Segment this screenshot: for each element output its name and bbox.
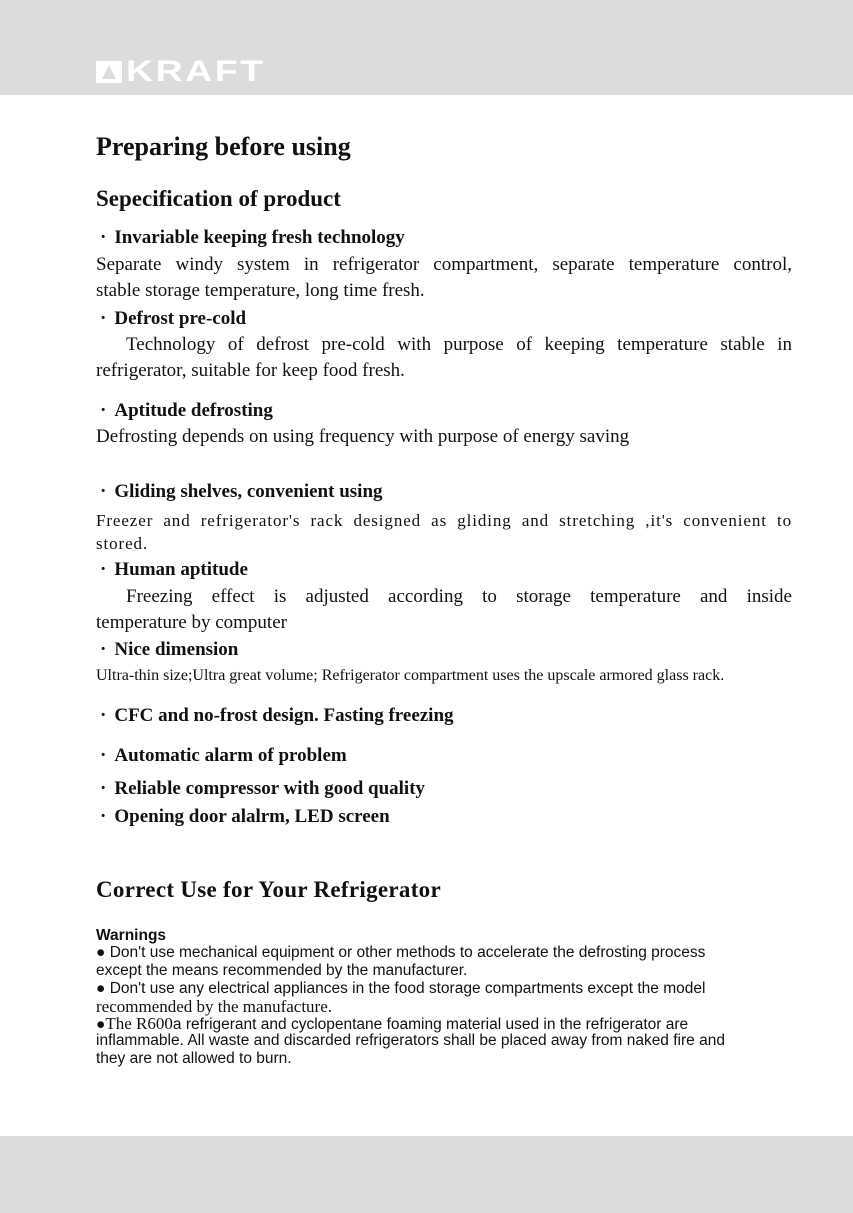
bullet-icon: ● [96, 980, 106, 997]
brand-logo [96, 55, 266, 88]
feature-title: · Gliding shelves, convenient using [100, 481, 383, 503]
logo-triangle-icon [96, 61, 122, 83]
warning-item [96, 980, 705, 998]
bullet-icon: ● [96, 944, 106, 961]
feature-text: stored. [96, 534, 149, 553]
feature-title: · Defrost pre-cold [100, 308, 246, 330]
warnings-label: Warnings [96, 927, 167, 944]
feature-title: · Aptitude defrosting [100, 400, 273, 422]
warning-text: recommended by the manufacture. [96, 997, 333, 1016]
feature-title: · Invariable keeping fresh technology [100, 227, 405, 249]
correct-use-heading: Correct Use for Your Refrigerator [96, 877, 441, 902]
bullet-icon: ● [96, 1016, 106, 1033]
warning-item [96, 944, 705, 962]
feature-text: Ultra-thin size;Ultra great volume; Refrigerator compartment uses the upscale armored glass rack. [96, 667, 725, 684]
warning-text: The R600 [105, 1014, 173, 1033]
warning-text: except the means recommended by the manufacturer. [96, 962, 468, 979]
feature-text: temperature by computer [96, 612, 287, 633]
warning-text: they are not allowed to burn. [96, 1050, 292, 1067]
feature-text: Defrosting depends on using frequency with purpose of energy saving [96, 426, 630, 447]
page-title: Preparing before using [96, 132, 351, 161]
feature-text: Freezer and refrigerator's rack designed as gliding and stretching ,it's convenient to [96, 511, 792, 530]
feature-title: · Nice dimension [100, 639, 238, 661]
feature-text: refrigerator, suitable for keep food fresh. [96, 360, 405, 381]
feature-title: · Reliable compressor with good quality [100, 778, 425, 800]
warning-text: a refrigerant and cyclopentane foaming material used in the refrigerator are [172, 1016, 689, 1033]
page-header [0, 0, 853, 95]
warning-text: inflammable. All waste and discarded refrigerators shall be placed away from naked fire and [96, 1032, 725, 1049]
feature-title: · CFC and no-frost design. Fasting freezing [100, 705, 454, 727]
feature-text: Freezing effect is adjusted according to storage temperature and inside [126, 586, 792, 607]
feature-title: · Human aptitude [100, 559, 248, 581]
feature-text: Separate windy system in refrigerator compartment, separate temperature control, [96, 254, 792, 275]
feature-title: · Opening door alalrm, LED screen [100, 806, 390, 828]
page-footer [0, 1136, 853, 1213]
spec-heading: Sepecification of product [96, 186, 341, 211]
warning-item [96, 1014, 688, 1034]
feature-text: stable storage temperature, long time fresh. [96, 280, 425, 301]
feature-title: · Automatic alarm of problem [100, 745, 347, 767]
logo-text: KRAFT [126, 55, 266, 88]
warning-text: Don't use any electrical appliances in the food storage compartments except the model [109, 980, 706, 997]
warning-text: Don't use mechanical equipment or other methods to accelerate the defrosting process [109, 944, 706, 961]
feature-text: Technology of defrost pre-cold with purpose of keeping temperature stable in [126, 334, 792, 355]
